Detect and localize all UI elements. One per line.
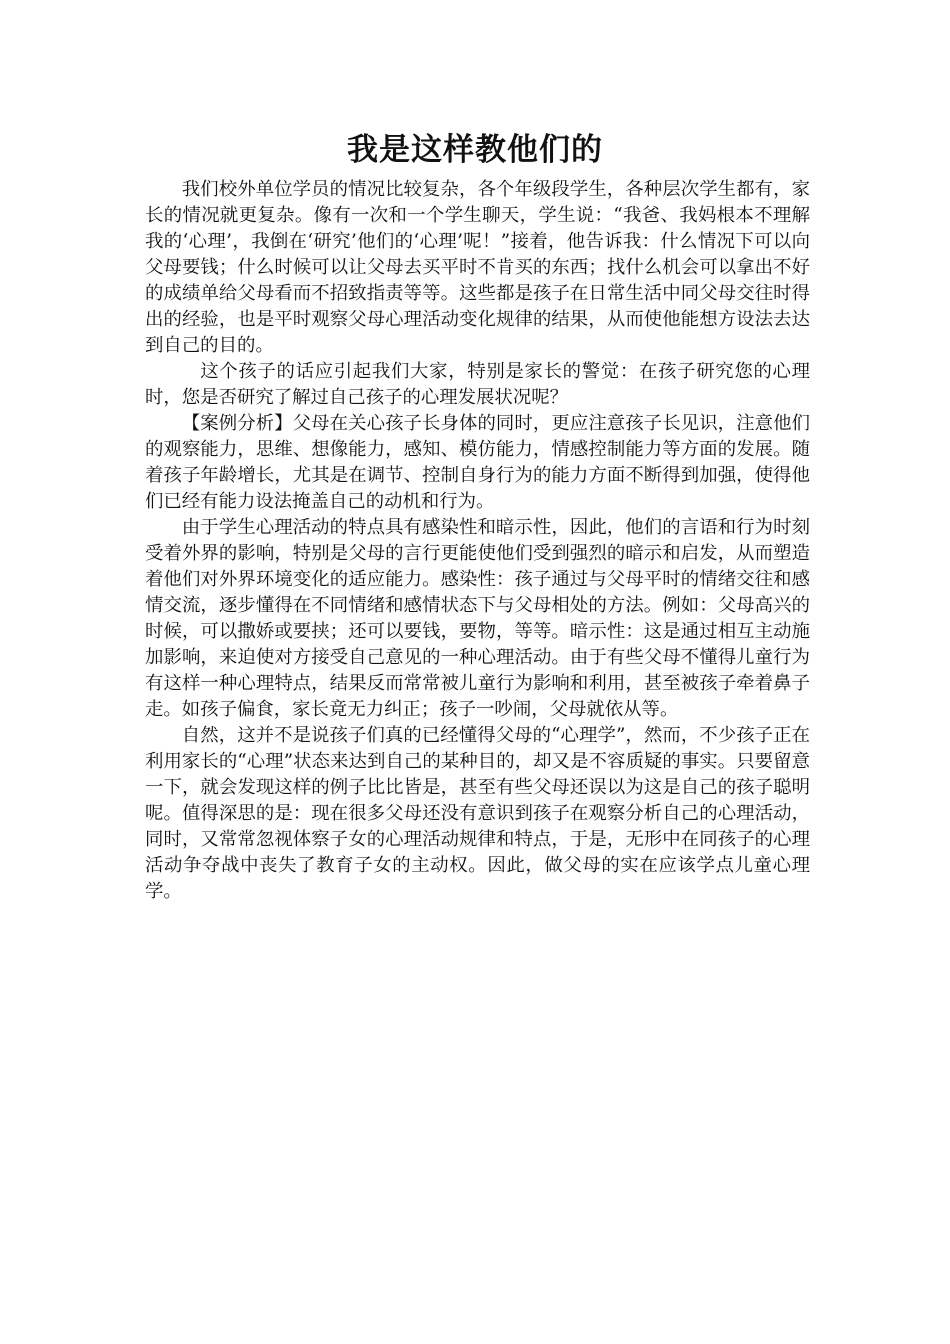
document-title: 我是这样教他们的: [347, 132, 603, 168]
document-body: [145, 177, 810, 905]
paragraph-1: 我们校外单位学员的情况比较复杂，各个年级段学生，各种层次学生都有，家长的情况就更复杂。像有一次和一个学生聊天，学生说：“我爸、我妈根本不理解我的‘心理’，我倒在‘研究’他们的‘心理’呢！”接着，他告诉我：什么情况下可以向父母要钱；什么时候可以让父母去买平时不肯买的东西；找什么机会可以拿出不好的成绩单给父母看而不招致指责等等。这些都是孩子在日常生活中同父母交往时得出的经验，也是平时观察父母心理活动变化规律的结果，从而使他能想方设法去达到自己的目的。: [145, 179, 810, 356]
paragraph-5: 自然，这并不是说孩子们真的已经懂得父母的“心理学”，然而，不少孩子正在利用家长的“心理”状态来达到自己的某种目的，却又是不容质疑的事实。只要留意一下，就会发现这样的例子比比皆是，甚至有些父母还误以为这是自己的孩子聪明呢。值得深思的是：现在很多父母还没有意识到孩子在观察分析自己的心理活动，同时，又常常忽视体察子女的心理活动规律和特点，于是，无形中在同孩子的心理活动争夺战中丧失了教育子女的主动权。因此，做父母的实在应该学点儿童心理学。: [145, 725, 810, 902]
paragraph-3: 【案例分析】父母在关心孩子长身体的同时，更应注意孩子长见识，注意他们的观察能力，思维、想像能力，感知、模仿能力，情感控制能力等方面的发展。随着孩子年龄增长，尤其是在调节、控制自身行为的能力方面不断得到加强，使得他们已经有能力设法掩盖自己的动机和行为。: [145, 413, 810, 512]
paragraph-4: 由于学生心理活动的特点具有感染性和暗示性，因此，他们的言语和行为时刻受着外界的影响，特别是父母的言行更能使他们受到强烈的暗示和启发，从而塑造着他们对外界环境变化的适应能力。感染性：孩子通过与父母平时的情绪交往和感情交流，逐步懂得在不同情绪和感情状态下与父母相处的方法。例如：父母高兴的时候，可以撒娇或要挟；还可以要钱，要物，等等。暗示性：这是通过相互主动施加影响，来迫使对方接受自己意见的一种心理活动。由于有些父母不懂得儿童行为有这样一种心理特点，结果反而常常被儿童行为影响和利用，甚至被孩子牵着鼻子走。如孩子偏食，家长竟无力纠正；孩子一吵闹，父母就依从等。: [145, 517, 810, 720]
paragraph-2: 这个孩子的话应引起我们大家，特别是家长的警觉：在孩子研究您的心理时，您是否研究了解过自己孩子的心理发展状况呢？: [145, 361, 810, 408]
